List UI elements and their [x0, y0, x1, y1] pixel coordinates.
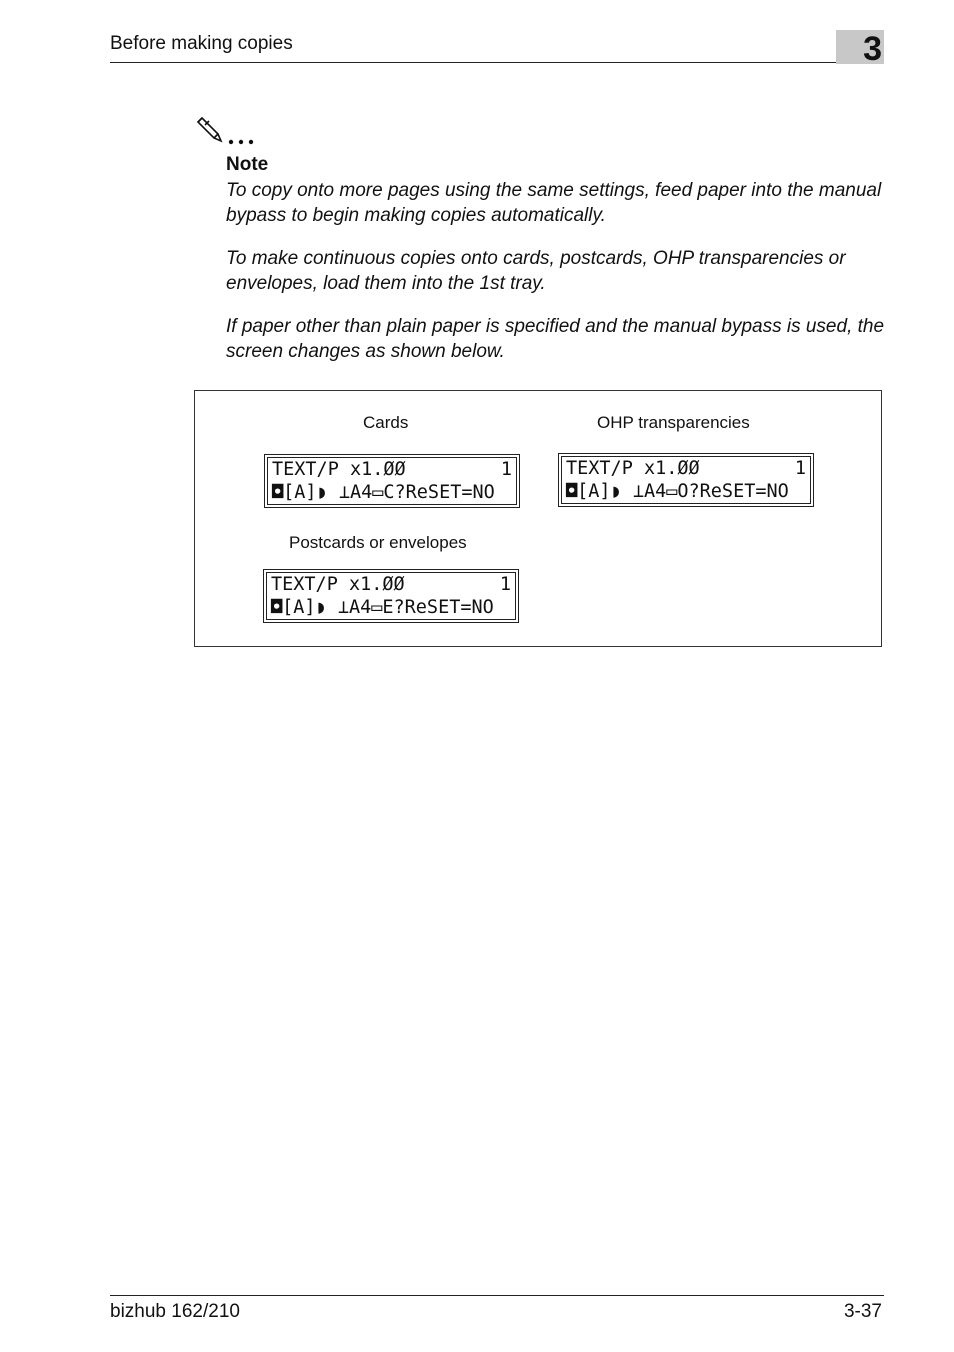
note-paragraph: To copy onto more pages using the same settings, feed paper into the manual bypass to begin making copies automatically.: [226, 180, 882, 226]
footer-divider: [110, 1295, 884, 1296]
note-paragraph: If paper other than plain paper is specified and the manual bypass is used, the screen changes as shown below.: [226, 316, 885, 362]
lcd-copy-count: 1: [794, 458, 806, 479]
lcd-display-postcards: [263, 569, 519, 623]
header-divider: [110, 62, 884, 63]
lcd-copy-count: 1: [499, 574, 511, 595]
lcd-line-2: ◘[A]◗ ⊥A4▭C?ReSET=NO: [272, 482, 495, 503]
lcd-line-1: TEXT/P x1.ØØ: [272, 459, 406, 480]
lcd-line-2: ◘[A]◗ ⊥A4▭O?ReSET=NO: [566, 481, 789, 502]
chapter-number: 3: [863, 30, 882, 68]
note-label: Note: [226, 154, 269, 175]
header-title: Before making copies: [110, 33, 293, 54]
lcd-copy-count: 1: [500, 459, 512, 480]
pencil-note-icon: [196, 112, 262, 148]
lcd-display-cards: [264, 454, 520, 508]
lcd-line-1: TEXT/P x1.ØØ: [566, 458, 700, 479]
panel-label-postcards: Postcards or envelopes: [289, 533, 467, 552]
screen-examples-figure: [194, 390, 882, 647]
lcd-line-2: ◘[A]◗ ⊥A4▭E?ReSET=NO: [271, 597, 494, 618]
panel-label-cards: Cards: [363, 413, 409, 432]
panel-label-ohp: OHP transparencies: [597, 413, 750, 432]
lcd-display-ohp: [558, 453, 814, 507]
footer-page-number: 3-37: [843, 1301, 882, 1322]
footer-product: bizhub 162/210: [110, 1301, 240, 1322]
note-paragraph: To make continuous copies onto cards, postcards, OHP transparencies or envelopes, load them into the 1st tray.: [226, 248, 846, 294]
chapter-tab: [836, 30, 884, 68]
lcd-line-1: TEXT/P x1.ØØ: [271, 574, 405, 595]
